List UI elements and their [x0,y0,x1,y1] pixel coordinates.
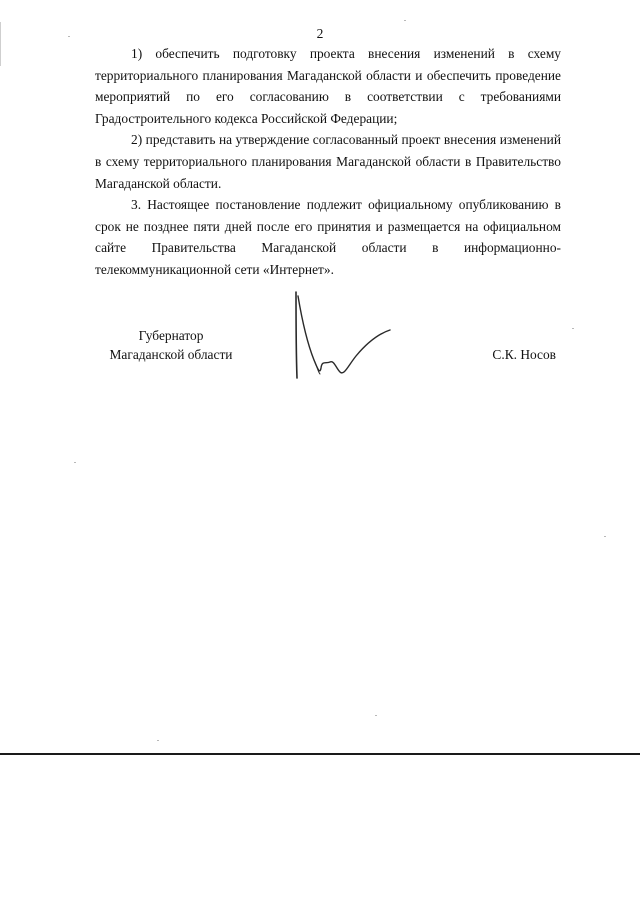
document-body [95,43,561,281]
signer-title-line-1: Губернатор [138,328,204,343]
signer-title [96,326,246,364]
page-number: 2 [316,26,324,41]
paragraph-item-3: 3. Настоящее постановление подлежит официальному опубликованию в срок не позднее пяти дней после его принятия и размещается на официальном сайте Правительства Магаданской области в информационно-телекоммуникационной сети «Интернет». [95,197,561,277]
scan-speck [74,462,76,463]
scan-speck [404,20,406,21]
scan-speck [604,536,606,537]
signer-title-line-2: Магаданской области [109,347,233,362]
handwritten-signature [290,290,400,400]
paragraph-item-2: 2) представить на утверждение согласованный проект внесения изменений в схему территориального планирования Магаданской области в Правительство Магаданской области. [95,132,561,191]
scan-speck [157,740,159,741]
paragraph-item-1: 1) обеспечить подготовку проекта внесения изменений в схему территориального планирования Магаданской области и обеспечить проведение мероприятий по его согласованию в соответствии с требованиями Градостроительного кодекса Российской Федерации; [95,46,561,126]
signer-name: С.К. Носов [492,347,556,362]
scan-speck [375,715,377,716]
footer-rule [0,753,640,755]
signature-block [0,326,640,406]
